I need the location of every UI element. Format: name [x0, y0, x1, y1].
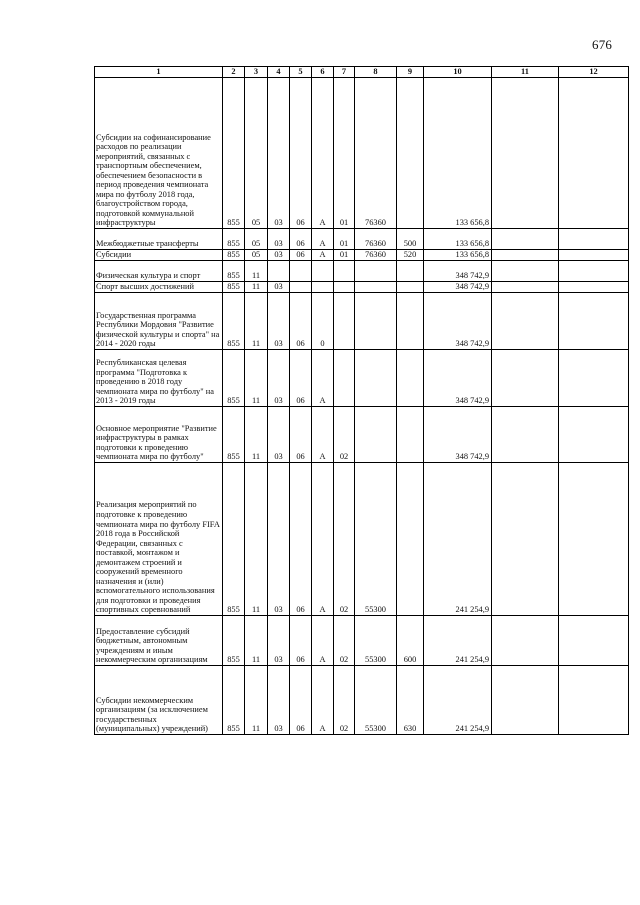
- cell-c11: [492, 78, 559, 229]
- cell-c3: 05: [245, 250, 268, 261]
- cell-c6: А: [312, 463, 334, 616]
- cell-c8: 76360: [355, 229, 397, 250]
- cell-c9: 630: [397, 666, 424, 735]
- cell-c12: [559, 350, 629, 407]
- cell-c8: [355, 350, 397, 407]
- cell-c11: [492, 616, 559, 666]
- cell-c11: [492, 666, 559, 735]
- cell-c11: [492, 261, 559, 282]
- cell-c7: 02: [334, 463, 355, 616]
- table-row: [95, 666, 629, 735]
- cell-c9: [397, 463, 424, 616]
- cell-c5: 06: [290, 350, 312, 407]
- cell-c10: 133 656,8: [424, 229, 492, 250]
- cell-c10: 348 742,9: [424, 282, 492, 293]
- cell-c6: 0: [312, 293, 334, 350]
- cell-c9: 500: [397, 229, 424, 250]
- cell-c2: 855: [223, 350, 245, 407]
- cell-c12: [559, 407, 629, 463]
- cell-c2: 855: [223, 293, 245, 350]
- cell-c10: 133 656,8: [424, 250, 492, 261]
- cell-c8: 76360: [355, 250, 397, 261]
- cell-c2: 855: [223, 250, 245, 261]
- cell-c3: 11: [245, 282, 268, 293]
- cell-c3: 05: [245, 229, 268, 250]
- column-header: 3: [245, 67, 268, 78]
- cell-c7: [334, 261, 355, 282]
- cell-c8: 76360: [355, 78, 397, 229]
- column-header: 9: [397, 67, 424, 78]
- cell-c9: 600: [397, 616, 424, 666]
- cell-c5: 06: [290, 463, 312, 616]
- cell-c6: А: [312, 407, 334, 463]
- row-name-cell: Физическая культура и спорт: [95, 261, 223, 282]
- cell-c4: 03: [268, 407, 290, 463]
- column-header: 8: [355, 67, 397, 78]
- cell-c5: 06: [290, 293, 312, 350]
- cell-c10: 348 742,9: [424, 407, 492, 463]
- table-row: [95, 261, 629, 282]
- cell-c12: [559, 666, 629, 735]
- row-name-cell: Межбюджетные трансферты: [95, 229, 223, 250]
- cell-c9: [397, 350, 424, 407]
- cell-c6: А: [312, 666, 334, 735]
- column-header: 11: [492, 67, 559, 78]
- cell-c4: 03: [268, 282, 290, 293]
- cell-c10: 348 742,9: [424, 350, 492, 407]
- row-name-cell: Предоставление субсидий бюджетным, автономным учреждениям и иным некоммерческим организациям: [95, 616, 223, 666]
- cell-c11: [492, 350, 559, 407]
- cell-c11: [492, 293, 559, 350]
- cell-c9: [397, 407, 424, 463]
- cell-c6: А: [312, 250, 334, 261]
- row-name-cell: Субсидии некоммерческим организациям (за исключением государственных (муниципальных) учреждений): [95, 666, 223, 735]
- cell-c11: [492, 282, 559, 293]
- cell-c6: А: [312, 229, 334, 250]
- table-row: [95, 250, 629, 261]
- cell-c5: 06: [290, 666, 312, 735]
- cell-c2: 855: [223, 261, 245, 282]
- table-body: [95, 78, 629, 735]
- table-row: [95, 282, 629, 293]
- cell-c3: 05: [245, 78, 268, 229]
- cell-c10: 241 254,9: [424, 666, 492, 735]
- cell-c5: 06: [290, 229, 312, 250]
- row-name-cell: Реализация мероприятий по подготовке к проведению чемпионата мира по футболу FIFA 2018 года в Российской Федерации, связанных с поставкой, монтажом и демонтажем строений и сооружений временного назначения и (или) вспомогательного использования для подготовки и проведения спортивных соревнований: [95, 463, 223, 616]
- cell-c2: 855: [223, 666, 245, 735]
- cell-c5: 06: [290, 407, 312, 463]
- column-header: 1: [95, 67, 223, 78]
- column-header: 7: [334, 67, 355, 78]
- cell-c10: 241 254,9: [424, 463, 492, 616]
- cell-c2: 855: [223, 616, 245, 666]
- cell-c9: 520: [397, 250, 424, 261]
- row-name-cell: Субсидии: [95, 250, 223, 261]
- cell-c3: 11: [245, 293, 268, 350]
- cell-c3: 11: [245, 616, 268, 666]
- cell-c5: [290, 282, 312, 293]
- table-row: [95, 616, 629, 666]
- cell-c11: [492, 463, 559, 616]
- cell-c12: [559, 229, 629, 250]
- page-number: 676: [592, 37, 613, 52]
- cell-c3: 11: [245, 666, 268, 735]
- cell-c8: 55300: [355, 666, 397, 735]
- cell-c7: 02: [334, 407, 355, 463]
- cell-c2: 855: [223, 229, 245, 250]
- row-name-cell: Республиканская целевая программа "Подготовка к проведению в 2018 году чемпионата мира по футболу" на 2013 - 2019 годы: [95, 350, 223, 407]
- cell-c4: 03: [268, 616, 290, 666]
- cell-c7: [334, 293, 355, 350]
- cell-c6: [312, 282, 334, 293]
- cell-c6: А: [312, 616, 334, 666]
- cell-c7: 01: [334, 250, 355, 261]
- cell-c9: [397, 78, 424, 229]
- table-row: [95, 407, 629, 463]
- cell-c11: [492, 250, 559, 261]
- cell-c7: 01: [334, 78, 355, 229]
- row-name-cell: Основное мероприятие "Развитие инфраструктуры в рамках подготовки к проведению чемпионата мира по футболу": [95, 407, 223, 463]
- cell-c4: [268, 261, 290, 282]
- cell-c6: А: [312, 78, 334, 229]
- cell-c3: 11: [245, 407, 268, 463]
- table-row: [95, 78, 629, 229]
- column-header: 12: [559, 67, 629, 78]
- cell-c12: [559, 250, 629, 261]
- table-row: [95, 229, 629, 250]
- cell-c2: 855: [223, 78, 245, 229]
- cell-c2: 855: [223, 282, 245, 293]
- column-header: 2: [223, 67, 245, 78]
- table-row: [95, 463, 629, 616]
- cell-c4: 03: [268, 666, 290, 735]
- cell-c8: 55300: [355, 463, 397, 616]
- cell-c10: 241 254,9: [424, 616, 492, 666]
- table-row: [95, 350, 629, 407]
- column-number-row: [95, 67, 629, 78]
- cell-c4: 03: [268, 350, 290, 407]
- cell-c8: [355, 261, 397, 282]
- cell-c7: 01: [334, 229, 355, 250]
- cell-c11: [492, 407, 559, 463]
- cell-c12: [559, 463, 629, 616]
- cell-c10: 348 742,9: [424, 293, 492, 350]
- cell-c5: [290, 261, 312, 282]
- cell-c8: [355, 293, 397, 350]
- cell-c2: 855: [223, 463, 245, 616]
- cell-c9: [397, 293, 424, 350]
- row-name-cell: Государственная программа Республики Мордовия "Развитие физической культуры и спорта" на 2014 - 2020 годы: [95, 293, 223, 350]
- cell-c5: 06: [290, 250, 312, 261]
- cell-c6: А: [312, 350, 334, 407]
- cell-c6: [312, 261, 334, 282]
- cell-c7: 02: [334, 616, 355, 666]
- cell-c11: [492, 229, 559, 250]
- column-header: 4: [268, 67, 290, 78]
- cell-c3: 11: [245, 463, 268, 616]
- column-header: 10: [424, 67, 492, 78]
- cell-c10: 348 742,9: [424, 261, 492, 282]
- row-name-cell: Спорт высших достижений: [95, 282, 223, 293]
- cell-c12: [559, 78, 629, 229]
- cell-c7: [334, 350, 355, 407]
- column-header: 6: [312, 67, 334, 78]
- cell-c8: [355, 407, 397, 463]
- cell-c4: 03: [268, 463, 290, 616]
- column-header: 5: [290, 67, 312, 78]
- cell-c7: [334, 282, 355, 293]
- cell-c12: [559, 616, 629, 666]
- cell-c5: 06: [290, 78, 312, 229]
- cell-c3: 11: [245, 261, 268, 282]
- cell-c12: [559, 261, 629, 282]
- cell-c9: [397, 282, 424, 293]
- cell-c3: 11: [245, 350, 268, 407]
- cell-c8: [355, 282, 397, 293]
- row-name-cell: Субсидии на софинансирование расходов по реализации мероприятий, связанных с транспортным обеспечением, обеспечением безопасности в период проведения чемпионата мира по футболу 2018 года, благоустройством города, подготовкой коммунальной инфраструктуры: [95, 78, 223, 229]
- cell-c5: 06: [290, 616, 312, 666]
- budget-table: [94, 66, 629, 735]
- cell-c8: 55300: [355, 616, 397, 666]
- cell-c10: 133 656,8: [424, 78, 492, 229]
- cell-c2: 855: [223, 407, 245, 463]
- table-row: [95, 293, 629, 350]
- cell-c4: 03: [268, 229, 290, 250]
- cell-c7: 02: [334, 666, 355, 735]
- cell-c12: [559, 282, 629, 293]
- cell-c4: 03: [268, 293, 290, 350]
- cell-c12: [559, 293, 629, 350]
- cell-c4: 03: [268, 250, 290, 261]
- cell-c9: [397, 261, 424, 282]
- cell-c4: 03: [268, 78, 290, 229]
